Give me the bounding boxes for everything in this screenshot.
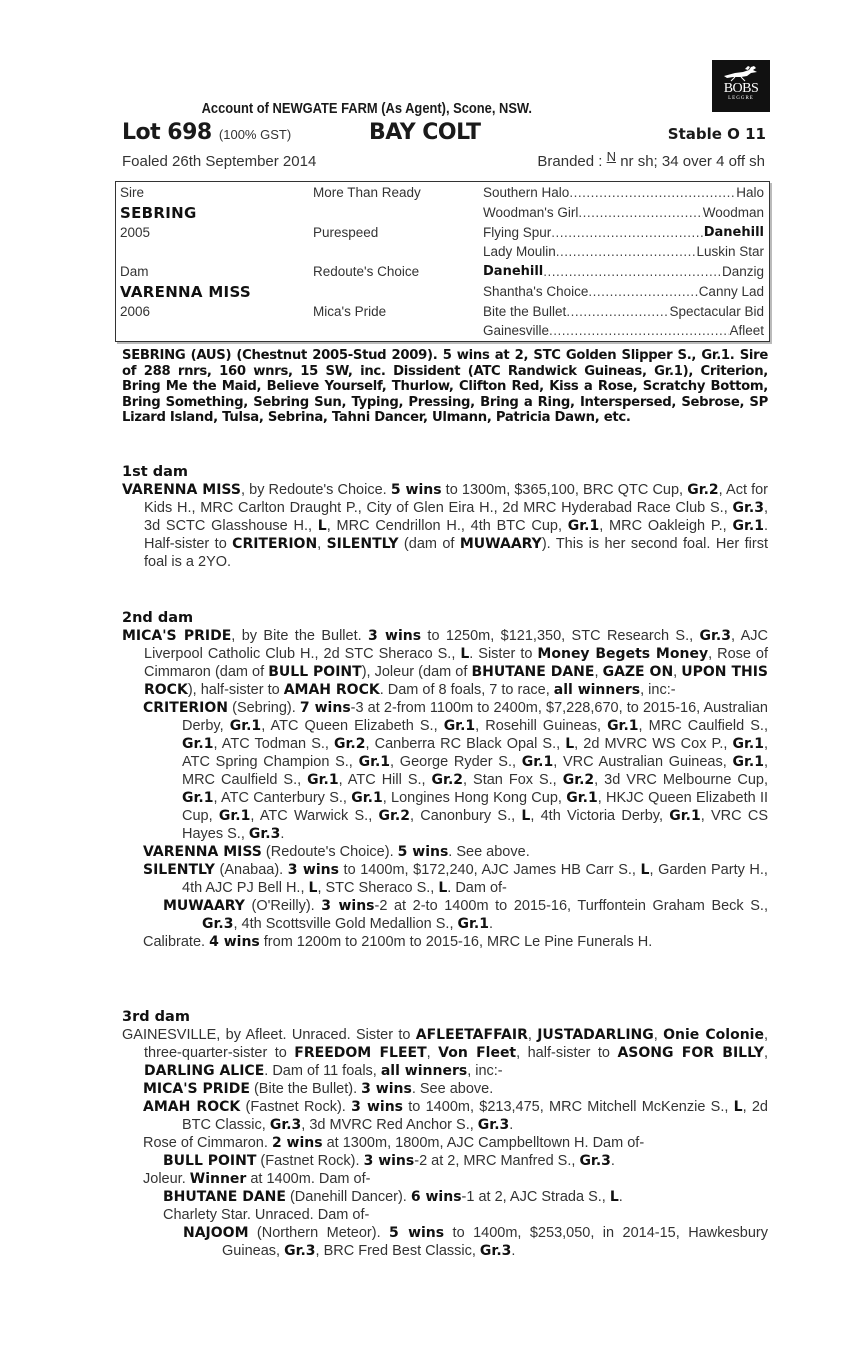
- gen3-row: [483, 225, 764, 240]
- third-dam-section: [122, 1008, 768, 1260]
- entry-text: ,: [763, 1045, 769, 1061]
- entry-text: , VRC CS Hayes S.,: [182, 808, 769, 842]
- entry-text: , inc:-: [467, 1063, 503, 1079]
- entry-text: , by Bite the Bullet.: [231, 628, 369, 644]
- pedigree-entry: [122, 1188, 768, 1206]
- bold-text: AMAH ROCK: [283, 682, 380, 698]
- entry-text: at 1400m. Dam of-: [246, 1171, 371, 1187]
- entry-text: .: [509, 1117, 514, 1133]
- bold-text: Gr.1: [669, 808, 701, 824]
- second-dam-body: [122, 627, 768, 951]
- entry-text: , 3d SCTC Glasshouse H.,: [144, 500, 768, 534]
- bold-text: Gr.3: [699, 628, 731, 644]
- bold-text: Gr.1: [358, 754, 391, 770]
- entry-text: to 1250m, $121,350, STC Research S.,: [421, 628, 700, 644]
- gen3-sire: Canny Lad: [698, 284, 764, 299]
- entry-text: . Sister to: [469, 646, 538, 662]
- entry-text: (Fastnet Rock).: [256, 1153, 364, 1169]
- bold-text: Gr.2: [562, 772, 595, 788]
- entry-text: , VRC Australian Guineas,: [553, 754, 733, 770]
- bold-text: L: [640, 862, 650, 878]
- vendor-account: Account of NEWGATE FARM (As Agent), Scone, NSW.: [201, 100, 532, 117]
- entry-text: .: [618, 1189, 623, 1205]
- entry-text: to 1400m, $172,240, AJC James HB Carr S.,: [338, 862, 641, 878]
- bold-text: Gr.3: [479, 1243, 512, 1259]
- bold-text: L: [521, 808, 531, 824]
- gen3-name: Lady Moulin: [483, 244, 556, 259]
- gst-note: (100% GST): [218, 127, 292, 142]
- entry-text: ), half-sister to: [187, 682, 284, 698]
- bold-text: Gr.1: [351, 790, 383, 806]
- bold-text: Gr.1: [229, 718, 262, 734]
- entry-text: , MRC Cendrillon H., 4th BTC Cup,: [326, 518, 568, 534]
- bold-text: AMAH ROCK: [143, 1099, 241, 1115]
- gen3-name: Gainesville: [483, 323, 550, 338]
- entry-text: , MRC Caulfield S.,: [182, 754, 768, 788]
- entry-text: (dam of: [398, 536, 460, 552]
- entry-text: ). This is her second foal. Her first foal is a 2YO.: [144, 536, 768, 570]
- entry-text: ), Joleur (dam of: [361, 664, 472, 680]
- bobs-farm-logo: [712, 60, 770, 112]
- stable-location: Stable O 11: [667, 125, 766, 143]
- pedigree-entry: [122, 1224, 768, 1260]
- gen3-row: [483, 244, 764, 259]
- gen3-sire: Spectacular Bid: [669, 304, 764, 319]
- bold-text: MUWAARY: [163, 898, 245, 914]
- bold-text: BHUTANE DANE: [163, 1189, 286, 1205]
- bold-text: MUWAARY: [459, 536, 542, 552]
- gen3-row: [483, 304, 764, 319]
- entry-text: (Sebring).: [227, 700, 300, 716]
- gen3-name: Danehill: [483, 264, 544, 279]
- gen3-sire: Afleet: [729, 323, 764, 338]
- gen3-sire: Danzig: [721, 264, 764, 279]
- sire-label: Sire: [120, 185, 145, 200]
- pedigree-entry: [122, 1206, 768, 1224]
- entry-text: , George Ryder S.,: [390, 754, 522, 770]
- gen3-sire: Woodman: [702, 205, 764, 220]
- entry-text: .: [610, 1153, 615, 1169]
- second-dam-section: [122, 609, 768, 951]
- bold-text: GAZE ON: [602, 664, 674, 680]
- bold-text: BULL POINT: [163, 1153, 257, 1169]
- pedigree-entry: [122, 627, 768, 699]
- entry-text: to 1300m, $365,100, BRC QTC Cup,: [441, 482, 688, 498]
- bold-text: 3 wins: [321, 898, 375, 914]
- entry-text: , Act for Kids H., MRC Carlton Draught P., City of Glen Eira H., 2d MRC Hyderabad Race Club S.,: [144, 482, 769, 516]
- entry-text: Charlety Star. Unraced. Dam of-: [163, 1207, 370, 1223]
- gen3-name: Southern Halo: [483, 185, 570, 200]
- entry-text: . Half-sister to: [144, 518, 768, 552]
- dam-name: VARENNA MISS: [120, 283, 251, 301]
- bold-text: all winners: [380, 1063, 468, 1079]
- second-dam-title: 2nd dam: [122, 610, 194, 626]
- bold-text: MICA'S PRIDE: [122, 628, 232, 644]
- bold-text: Gr.3: [202, 916, 234, 932]
- entry-text: . See above.: [448, 844, 530, 860]
- entry-text: at 1300m, 1800m, AJC Campbelltown H. Dam of-: [322, 1135, 645, 1151]
- bold-text: Onie Colonie: [663, 1027, 764, 1043]
- lot-row: [122, 120, 770, 148]
- entry-text: (Anabaa).: [214, 862, 288, 878]
- entry-text: , three-quarter-sister to: [144, 1027, 769, 1061]
- entry-text: (Redoute's Choice).: [261, 844, 398, 860]
- bold-text: L: [308, 880, 318, 896]
- pedigree-entry: [122, 1026, 768, 1080]
- pedigree-entry: [122, 481, 768, 571]
- bold-text: Winner: [189, 1171, 247, 1187]
- third-dam-body: [122, 1026, 768, 1260]
- bold-text: Gr.3: [284, 1243, 316, 1259]
- lot-label: Lot 698: [122, 120, 212, 145]
- bold-text: Gr.1: [732, 736, 764, 752]
- gen3-sire: Luskin Star: [696, 244, 764, 259]
- lot-number: [122, 120, 291, 145]
- bold-text: Gr.1: [182, 790, 214, 806]
- brand-mark-icon: N: [606, 149, 617, 164]
- bold-text: Gr.2: [687, 482, 719, 498]
- bold-text: JUSTADARLING: [537, 1027, 654, 1043]
- entry-text: to 1400m, $213,475, MRC Mitchell McKenzie S.,: [403, 1099, 734, 1115]
- entry-text: (Bite the Bullet).: [249, 1081, 362, 1097]
- bold-text: 6 wins: [410, 1189, 462, 1205]
- entry-text: Rose of Cimmaron.: [143, 1135, 272, 1151]
- bold-text: UPON THIS ROCK: [144, 664, 769, 698]
- entry-text: GAINESVILLE, by Afleet. Unraced. Sister to: [122, 1027, 416, 1043]
- entry-text: , 4th Scottsville Gold Medallion S.,: [233, 916, 458, 932]
- pedigree-entry: [122, 897, 768, 933]
- entry-text: , BRC Fred Best Classic,: [315, 1243, 480, 1259]
- bold-text: 2 wins: [271, 1135, 323, 1151]
- gen3-sire: Halo: [736, 185, 764, 200]
- bold-text: Von Fleet: [438, 1045, 517, 1061]
- entry-text: , MRC Oakleigh P.,: [599, 518, 733, 534]
- pedigree-entry: [122, 1134, 768, 1152]
- pedigree-entry: [122, 843, 768, 861]
- bold-text: Gr.2: [378, 808, 410, 824]
- entry-text: , 3d VRC Melbourne Cup,: [594, 772, 769, 788]
- bold-text: L: [317, 518, 327, 534]
- bold-text: BULL POINT: [268, 664, 362, 680]
- pedigree-entry: [122, 861, 768, 897]
- pedigree-entry: [122, 933, 768, 951]
- bold-text: Gr.1: [607, 718, 639, 734]
- sire-name: SEBRING: [120, 204, 197, 222]
- entry-text: ,: [317, 536, 327, 552]
- gen3-name: Bite the Bullet: [483, 304, 567, 319]
- bold-text: Gr.1: [567, 518, 600, 534]
- bold-text: 3 wins: [363, 1153, 415, 1169]
- pedigree-entry: [122, 699, 768, 843]
- bold-text: L: [460, 646, 470, 662]
- gen3-name: Woodman's Girl: [483, 205, 579, 220]
- branded-detail: nr sh; 34 over 4 off sh: [620, 153, 765, 170]
- bold-text: L: [438, 880, 448, 896]
- bold-text: Gr.1: [182, 736, 214, 752]
- dam-dam: Mica's Pride: [313, 304, 387, 319]
- bold-text: Gr.1: [521, 754, 554, 770]
- horse-jockey-icon: [721, 64, 761, 82]
- bold-text: 3 wins: [287, 862, 339, 878]
- entry-text: ,: [527, 1027, 538, 1043]
- dam-sire: Redoute's Choice: [313, 264, 420, 279]
- entry-text: , ATC Hill S.,: [338, 772, 432, 788]
- gen3-row: [483, 205, 764, 220]
- sire-sire: More Than Ready: [313, 185, 421, 200]
- bold-text: CRITERION: [232, 536, 318, 552]
- entry-text: (Danehill Dancer).: [285, 1189, 411, 1205]
- entry-text: , by Redoute's Choice.: [240, 482, 391, 498]
- logo-subtext: LEGGRE: [728, 96, 754, 101]
- entry-text: , 2d BTC Classic,: [182, 1099, 768, 1133]
- third-dam-title: 3rd dam: [122, 1009, 190, 1025]
- bold-text: CRITERION: [143, 700, 228, 716]
- entry-text: ,: [653, 1027, 664, 1043]
- gen3-sire: Danehill: [703, 225, 764, 240]
- dam-year: 2006: [120, 304, 151, 319]
- bold-text: ASONG FOR BILLY: [617, 1045, 764, 1061]
- gen3-name: Shantha's Choice: [483, 284, 589, 299]
- entry-text: , Longines Hong Kong Cup,: [382, 790, 567, 806]
- entry-text: . Dam of 11 foals,: [264, 1063, 381, 1079]
- bold-text: 3 wins: [351, 1099, 403, 1115]
- pedigree-entry: [122, 1152, 768, 1170]
- bold-text: 3 wins: [368, 628, 422, 644]
- bold-text: 3 wins: [361, 1081, 412, 1097]
- entry-text: , AJC Liverpool Catholic Club H., 2d STC Sheraco S.,: [144, 628, 768, 662]
- entry-text: , ATC Canterbury S.,: [213, 790, 352, 806]
- bold-text: Gr.3: [732, 500, 764, 516]
- pedigree-entry: [122, 1080, 768, 1098]
- sire-year: 2005: [120, 225, 151, 240]
- bold-text: L: [733, 1099, 743, 1115]
- bold-text: SILENTLY: [143, 862, 215, 878]
- entry-text: , Canberra RC Black Opal S.,: [365, 736, 566, 752]
- bold-text: 5 wins: [397, 844, 449, 860]
- entry-text: , Stan Fox S.,: [463, 772, 563, 788]
- entry-text: from 1200m to 2100m to 2015-16, MRC Le Pine Funerals H.: [259, 934, 653, 950]
- gen3-row: [483, 264, 764, 279]
- bold-text: Gr.3: [579, 1153, 611, 1169]
- entry-text: -2 at 2, MRC Manfred S.,: [414, 1153, 580, 1169]
- entry-text: (O'Reilly).: [244, 898, 322, 914]
- bold-text: BHUTANE DANE: [471, 664, 595, 680]
- entry-text: .: [511, 1243, 516, 1259]
- entry-text: , half-sister to: [516, 1045, 618, 1061]
- entry-text: (Northern Meteor).: [248, 1225, 390, 1241]
- entry-text: , ATC Spring Champion S.,: [182, 736, 768, 770]
- bold-text: 4 wins: [209, 934, 260, 950]
- first-dam-body: [122, 481, 768, 571]
- bold-text: Gr.3: [477, 1117, 510, 1133]
- entry-text: , STC Sheraco S.,: [317, 880, 439, 896]
- entry-text: . Dam of-: [447, 880, 507, 896]
- bold-text: 5 wins: [389, 1225, 445, 1241]
- bold-text: Gr.3: [269, 1117, 302, 1133]
- entry-text: .: [280, 826, 285, 842]
- bold-text: Gr.1: [732, 518, 764, 534]
- bold-text: L: [609, 1189, 619, 1205]
- entry-text: -2 at 2-to 1400m to 2015-16, Turffontein Graham Beck S.,: [374, 898, 768, 914]
- entry-text: , Rosehill Guineas,: [475, 718, 608, 734]
- logo-text: BOBS: [723, 81, 759, 96]
- bold-text: AFLEETAFFAIR: [415, 1027, 528, 1043]
- bold-text: Gr.1: [307, 772, 339, 788]
- gen3-row: [483, 284, 764, 299]
- bold-text: 5 wins: [390, 482, 442, 498]
- gen3-row: [483, 323, 764, 338]
- entry-text: , 2d MVRC WS Cox P.,: [574, 736, 733, 752]
- entry-text: -1 at 2, AJC Strada S.,: [461, 1189, 610, 1205]
- sire-dam: Purespeed: [313, 225, 379, 240]
- bold-text: Gr.1: [566, 790, 598, 806]
- bold-text: Gr.2: [431, 772, 464, 788]
- entry-text: ,: [673, 664, 682, 680]
- entry-text: , MRC Caulfield S.,: [638, 718, 768, 734]
- bold-text: Gr.2: [334, 736, 366, 752]
- entry-text: , ATC Todman S.,: [213, 736, 335, 752]
- bold-text: Gr.1: [457, 916, 489, 932]
- entry-text: , HKJC Queen Elizabeth II Cup,: [182, 790, 769, 824]
- first-dam-title: 1st dam: [122, 464, 188, 480]
- bold-text: 7 wins: [299, 700, 351, 716]
- entry-text: Joleur.: [143, 1171, 190, 1187]
- entry-text: , Canonbury S.,: [409, 808, 522, 824]
- entry-text: , Rose of Cimmaron (dam of: [144, 646, 769, 680]
- gen3-row: [483, 185, 764, 200]
- pedigree-box: [115, 181, 770, 342]
- entry-text: (Fastnet Rock).: [240, 1099, 352, 1115]
- entry-text: , Garden Party H., 4th AJC PJ Bell H.,: [182, 862, 768, 896]
- entry-text: , inc:-: [640, 682, 676, 698]
- entry-text: , ATC Queen Elizabeth S.,: [261, 718, 444, 734]
- entry-text: . See above.: [411, 1081, 494, 1097]
- entry-text: , 4th Victoria Derby,: [530, 808, 670, 824]
- bold-text: all winners: [553, 682, 641, 698]
- entry-text: to 1400m, $253,050, in 2014-15, Hawkesbury Guineas,: [222, 1225, 768, 1259]
- branding: [537, 149, 765, 170]
- entry-text: , ATC Warwick S.,: [250, 808, 379, 824]
- bold-text: Gr.3: [248, 826, 281, 842]
- branded-label: Branded :: [537, 153, 603, 170]
- first-dam-section: [122, 463, 768, 571]
- entry-text: ,: [426, 1045, 439, 1061]
- entry-text: ,: [594, 664, 603, 680]
- entry-text: .: [489, 916, 494, 932]
- bold-text: NAJOOM: [183, 1225, 249, 1241]
- bold-text: Money Begets Money: [537, 646, 709, 662]
- entry-text: Calibrate.: [143, 934, 210, 950]
- bold-text: VARENNA MISS: [122, 482, 241, 498]
- bold-text: Gr.1: [443, 718, 476, 734]
- pedigree-entry: [122, 1098, 768, 1134]
- dam-label: Dam: [120, 264, 149, 279]
- sire-summary: SEBRING (AUS) (Chestnut 2005-Stud 2009). 5 wins at 2, STC Golden Slipper S., Gr.1. Sire of 288 rnrs, 160 wnrs, 15 SW, inc. Dissident (ATC Randwick Guineas, Gr.1), Criterion, Bring Me the Maid, Believe Yourself, Thurlow, Clifton Red, Kiss a Rose, Scratchy Bottom, Bring Something, Sebring Sun, Typing, Pressing, Bring a Ring, Interspersed, Sebrose, SP Lizard Island, Tulsa, Sebrina, Tahni Dancer, Ulmann, Patricia Dawn, etc.: [122, 348, 768, 425]
- entry-text: , 3d MVRC Red Anchor S.,: [301, 1117, 478, 1133]
- bold-text: DARLING ALICE: [144, 1063, 265, 1079]
- bold-text: FREEDOM FLEET: [294, 1045, 427, 1061]
- bold-text: Gr.1: [218, 808, 251, 824]
- bold-text: L: [565, 736, 575, 752]
- entry-text: . Dam of 8 foals, 7 to race,: [379, 682, 554, 698]
- horse-description: BAY COLT: [369, 120, 481, 145]
- bold-text: Gr.1: [732, 754, 764, 770]
- bold-text: MICA'S PRIDE: [143, 1081, 250, 1097]
- bold-text: SILENTLY: [326, 536, 399, 552]
- gen3-name: Flying Spur: [483, 225, 552, 240]
- entry-text: -3 at 2-from 1100m to 2400m, $7,228,670, to 2015-16, Australian Derby,: [182, 700, 768, 734]
- foaled-date: Foaled 26th September 2014: [122, 153, 317, 170]
- pedigree-entry: [122, 1170, 768, 1188]
- bold-text: VARENNA MISS: [143, 844, 262, 860]
